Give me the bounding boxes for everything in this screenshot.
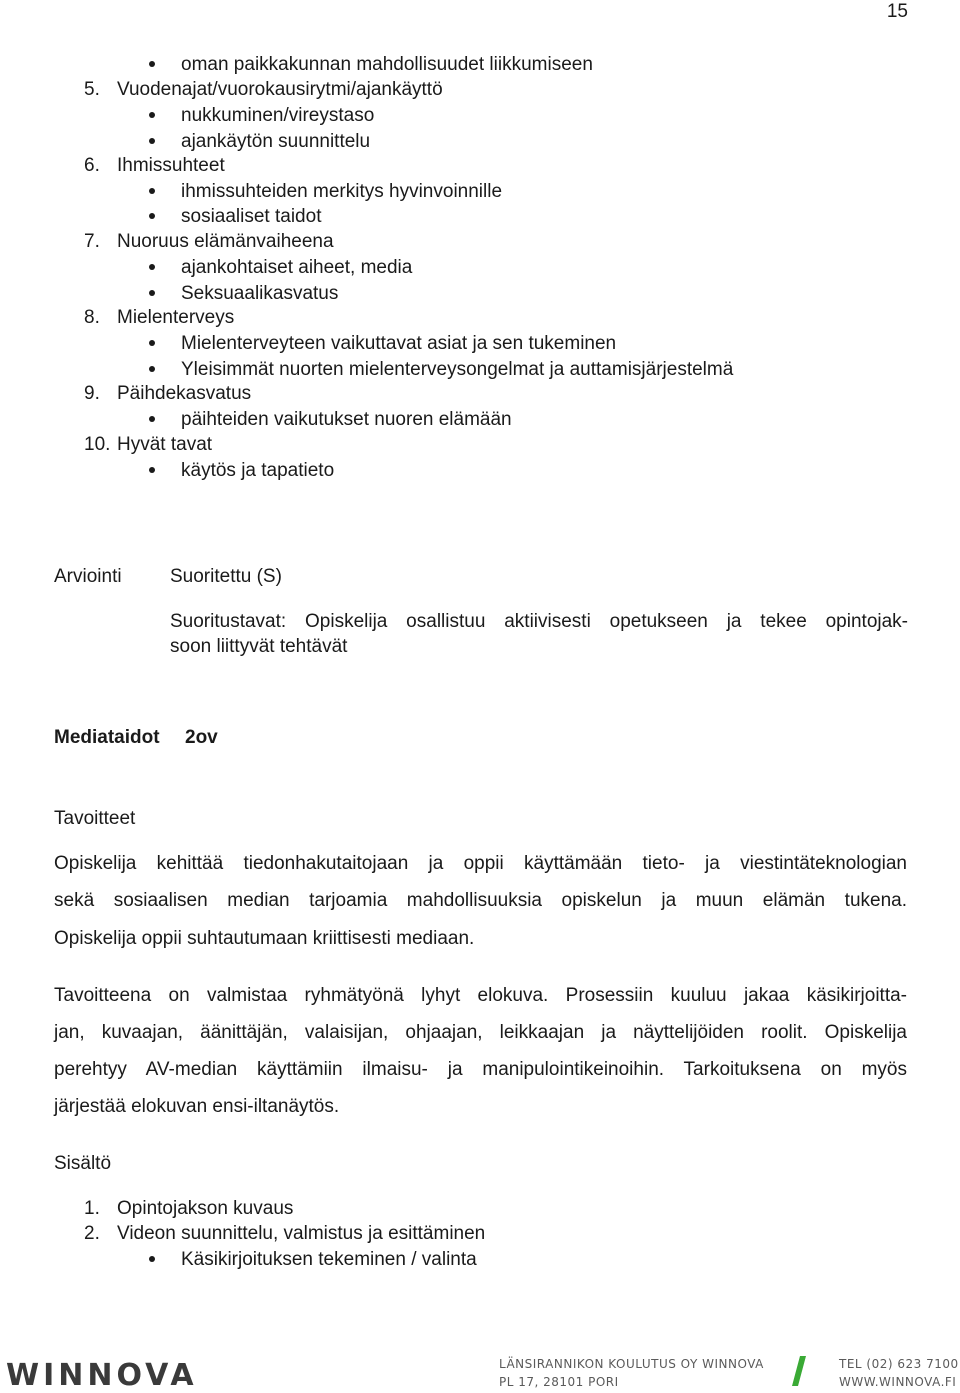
paragraph-line: perehtyy AV-median käyttämiin ilmaisu- ja manipulointikeinoihin. Tarkoituksena on myös	[54, 1059, 907, 1080]
footer-phone: TEL (02) 623 7100	[839, 1357, 959, 1371]
bullet-icon	[149, 416, 155, 422]
bullet-icon	[149, 112, 155, 118]
paragraph-line: sekä sosiaalisen median tarjoamia mahdollisuuksia opiskelun ja muun elämän tukena.	[54, 890, 907, 911]
list-item: Päihdekasvatus	[117, 383, 252, 404]
paragraph-line: Opiskelija oppii suhtautumaan kriittisesti mediaan.	[54, 928, 475, 949]
bullet-icon	[149, 138, 155, 144]
list-item: Videon suunnittelu, valmistus ja esittäminen	[117, 1223, 486, 1244]
bullet-icon	[149, 290, 155, 296]
slash-icon	[792, 1356, 806, 1386]
list-item: Hyvät tavat	[117, 434, 213, 455]
assessment-methods-line: soon liittyvät tehtävät	[170, 636, 348, 657]
list-number: 6.	[84, 155, 100, 176]
list-item: nukkuminen/vireystaso	[181, 105, 375, 126]
paragraph-line: järjestää elokuvan ensi-iltanäytös.	[54, 1096, 340, 1117]
list-item: Opintojakson kuvaus	[117, 1198, 294, 1219]
paragraph-line: jan, kuvaajan, äänittäjän, valaisijan, ohjaajan, leikkaajan ja näyttelijöiden roolit. Opiskelija	[54, 1022, 907, 1043]
bullet-icon	[149, 264, 155, 270]
list-number: 8.	[84, 307, 100, 328]
list-item: Mielenterveyteen vaikuttavat asiat ja sen tukeminen	[181, 333, 617, 354]
list-item: ihmissuhteiden merkitys hyvinvoinnille	[181, 181, 503, 202]
winnova-logo: WINNOVA	[6, 1358, 198, 1393]
paragraph-line: Tavoitteena on valmistaa ryhmätyönä lyhyt elokuva. Prosessiin kuuluu jakaa käsikirjoitta-	[54, 985, 907, 1006]
course-credits: 2ov	[185, 727, 218, 748]
bullet-icon	[149, 340, 155, 346]
list-item: Seksuaalikasvatus	[181, 283, 339, 304]
bullet-icon	[149, 1256, 155, 1262]
page-number: 15	[886, 1, 908, 22]
bullet-icon	[149, 366, 155, 372]
footer-org: LÄNSIRANNIKON KOULUTUS OY WINNOVA	[499, 1357, 764, 1371]
assessment-grade: Suoritettu (S)	[170, 566, 282, 587]
paragraph-line: Opiskelija kehittää tiedonhakutaitojaan ja oppii käyttämään tieto- ja viestintäteknologian	[54, 853, 907, 874]
goals-label: Tavoitteet	[54, 808, 136, 829]
list-item: Nuoruus elämänvaiheena	[117, 231, 334, 252]
course-title: Mediataidot	[54, 727, 160, 748]
list-item: sosiaaliset taidot	[181, 206, 322, 227]
list-number: 9.	[84, 383, 100, 404]
list-number: 1.	[84, 1198, 100, 1219]
list-number: 2.	[84, 1223, 100, 1244]
content-label: Sisältö	[54, 1153, 112, 1174]
footer-web: WWW.WINNOVA.FI	[839, 1375, 957, 1389]
assessment-methods-line: Suoritustavat: Opiskelija osallistuu aktiivisesti opetukseen ja tekee opintojak-	[170, 611, 908, 632]
assessment-label: Arviointi	[54, 566, 122, 587]
list-item: Ihmissuhteet	[117, 155, 225, 176]
list-item: ajankäytön suunnittelu	[181, 131, 371, 152]
bullet-icon	[149, 188, 155, 194]
list-item: käytös ja tapatieto	[181, 460, 335, 481]
footer-address: PL 17, 28101 PORI	[499, 1375, 619, 1389]
list-item: Mielenterveys	[117, 307, 235, 328]
list-item: Vuodenajat/vuorokausirytmi/ajankäyttö	[117, 79, 443, 100]
list-number: 10.	[84, 434, 111, 455]
list-item: Yleisimmät nuorten mielenterveysongelmat ja auttamisjärjestelmä	[181, 359, 734, 380]
list-number: 7.	[84, 231, 100, 252]
list-number: 5.	[84, 79, 100, 100]
bullet-icon	[149, 213, 155, 219]
list-item: Käsikirjoituksen tekeminen / valinta	[181, 1249, 477, 1270]
list-item: päihteiden vaikutukset nuoren elämään	[181, 409, 512, 430]
bullet-icon	[149, 467, 155, 473]
bullet-icon	[149, 61, 155, 67]
list-item: oman paikkakunnan mahdollisuudet liikkumiseen	[181, 54, 593, 75]
list-item: ajankohtaiset aiheet, media	[181, 257, 413, 278]
